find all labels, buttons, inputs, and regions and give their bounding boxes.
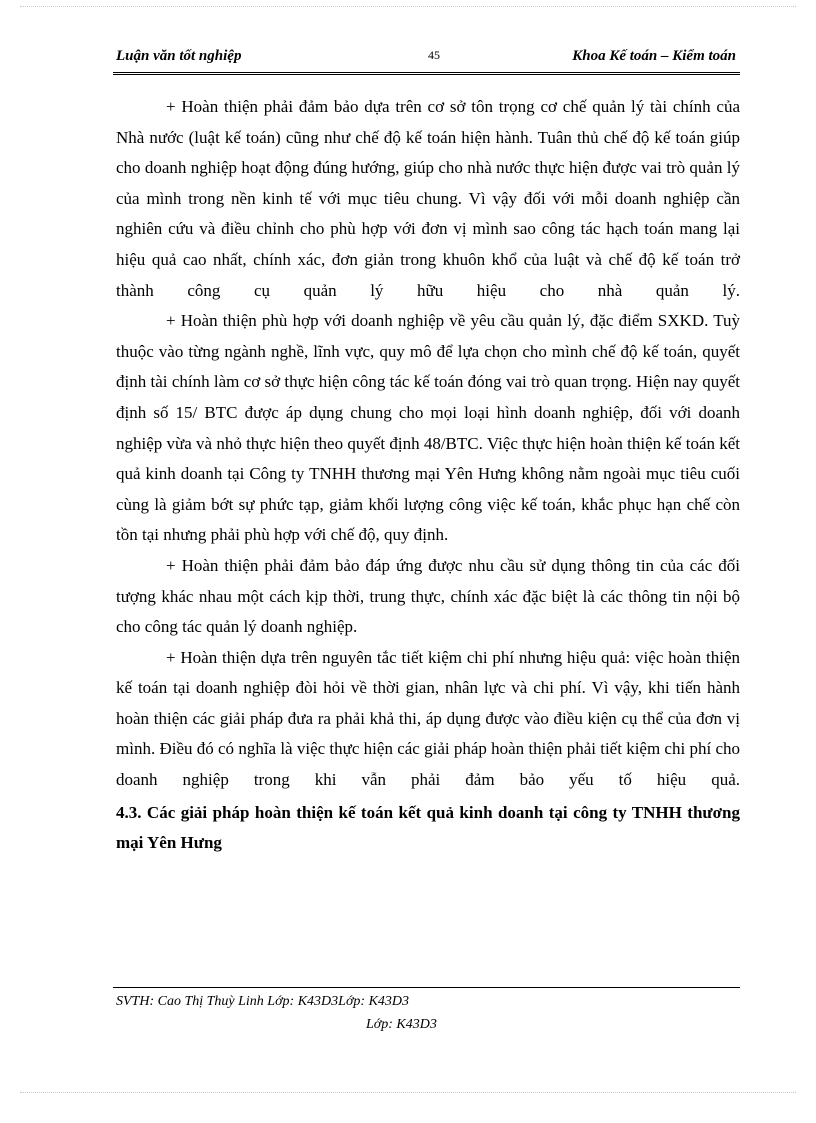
section-heading: 4.3. Các giải pháp hoàn thiện kế toán kết quả kinh doanh tại công ty TNHH thương mại Yên Hưng — [116, 802, 740, 852]
page-edge-bottom — [20, 1092, 796, 1093]
footer-student-info: SVTH: Cao Thị Thuỳ Linh Lớp: K43D3Lớp: K43D3 — [116, 994, 410, 1009]
page-footer — [116, 990, 740, 1036]
header-department: Khoa Kế toán – Kiểm toán — [572, 48, 736, 64]
header-page-number: 45 — [428, 48, 440, 62]
footer-class: Lớp: K43D3 — [366, 1017, 437, 1032]
paragraph-legal-compliance: + Hoàn thiện phải đảm bảo dựa trên cơ sở tôn trọng cơ chế quản lý tài chính của Nhà nước (luật kế toán) cũng như chế độ kế toán hiện hành. Tuân thủ chế độ kế toán giúp cho doanh nghiệp hoạt động đúng hướng, giúp cho nhà nước thực hiện được vai trò quản lý của mình trong nền kinh tế với mục tiêu chung. Vì vậy đối với mỗi doanh nghiệp cần nghiên cứu và điều chỉnh cho phù hợp với đơn vị mình sao công tác hạch toán mang lại hiệu quả cao nhất, chính xác, đơn giản trong khuôn khổ của luật và chế độ kế toán trở thành công cụ quản lý hữu hiệu cho nhà quản lý. — [116, 97, 740, 300]
header-rule — [113, 72, 740, 75]
paragraph-cost-efficiency: + Hoàn thiện dựa trên nguyên tắc tiết kiệm chi phí nhưng hiệu quả: việc hoàn thiện kế toán tại doanh nghiệp đòi hỏi về thời gian, nhân lực và chi phí. Vì vậy, khi tiến hành hoàn thiện các giải pháp đưa ra phải khả thi, áp dụng được vào điều kiện cụ thể của đơn vị mình. Điều đó có nghĩa là việc thực hiện các giải pháp hoàn thiện phải tiết kiệm chi phí cho doanh nghiệp trong khi vẫn phải đảm bảo yếu tố hiệu quả. — [116, 647, 740, 790]
page-header — [116, 44, 736, 74]
paragraph-information-needs: + Hoàn thiện phải đảm bảo đáp ứng được nhu cầu sử dụng thông tin của các đối tượng khác nhau một cách kịp thời, trung thực, chính xác đặc biệt là các thông tin nội bộ cho công tác quản lý doanh nghiệp. — [116, 555, 740, 637]
header-thesis-title: Luận văn tốt nghiệp — [116, 48, 242, 64]
paragraph-business-fit: + Hoàn thiện phù hợp với doanh nghiệp về yêu cầu quản lý, đặc điểm SXKD. Tuỳ thuộc vào từng ngành nghề, lĩnh vực, quy mô để lựa chọn cho mình chế độ kế toán, quyết định tài chính làm cơ sở thực hiện công tác kế toán đóng vai trò quan trọng. Hiện nay quyết định số 15/ BTC được áp dụng chung cho mọi loại hình doanh nghiệp, đối với doanh nghiệp vừa và nhỏ thực hiện theo quyết định 48/BTC. Việc thực hiện hoàn thiện kế toán kết quả kinh doanh tại Công ty TNHH thương mại Yên Hưng không nằm ngoài mục tiêu cuối cùng là giảm bớt sự phức tạp, giảm khối lượng công việc kế toán, khắc phục hạn chế còn tồn tại nhưng phải phù hợp với chế độ, quy định. — [116, 311, 741, 545]
page-edge-top — [20, 6, 796, 7]
footer-rule — [113, 987, 740, 988]
page-body — [116, 92, 740, 858]
